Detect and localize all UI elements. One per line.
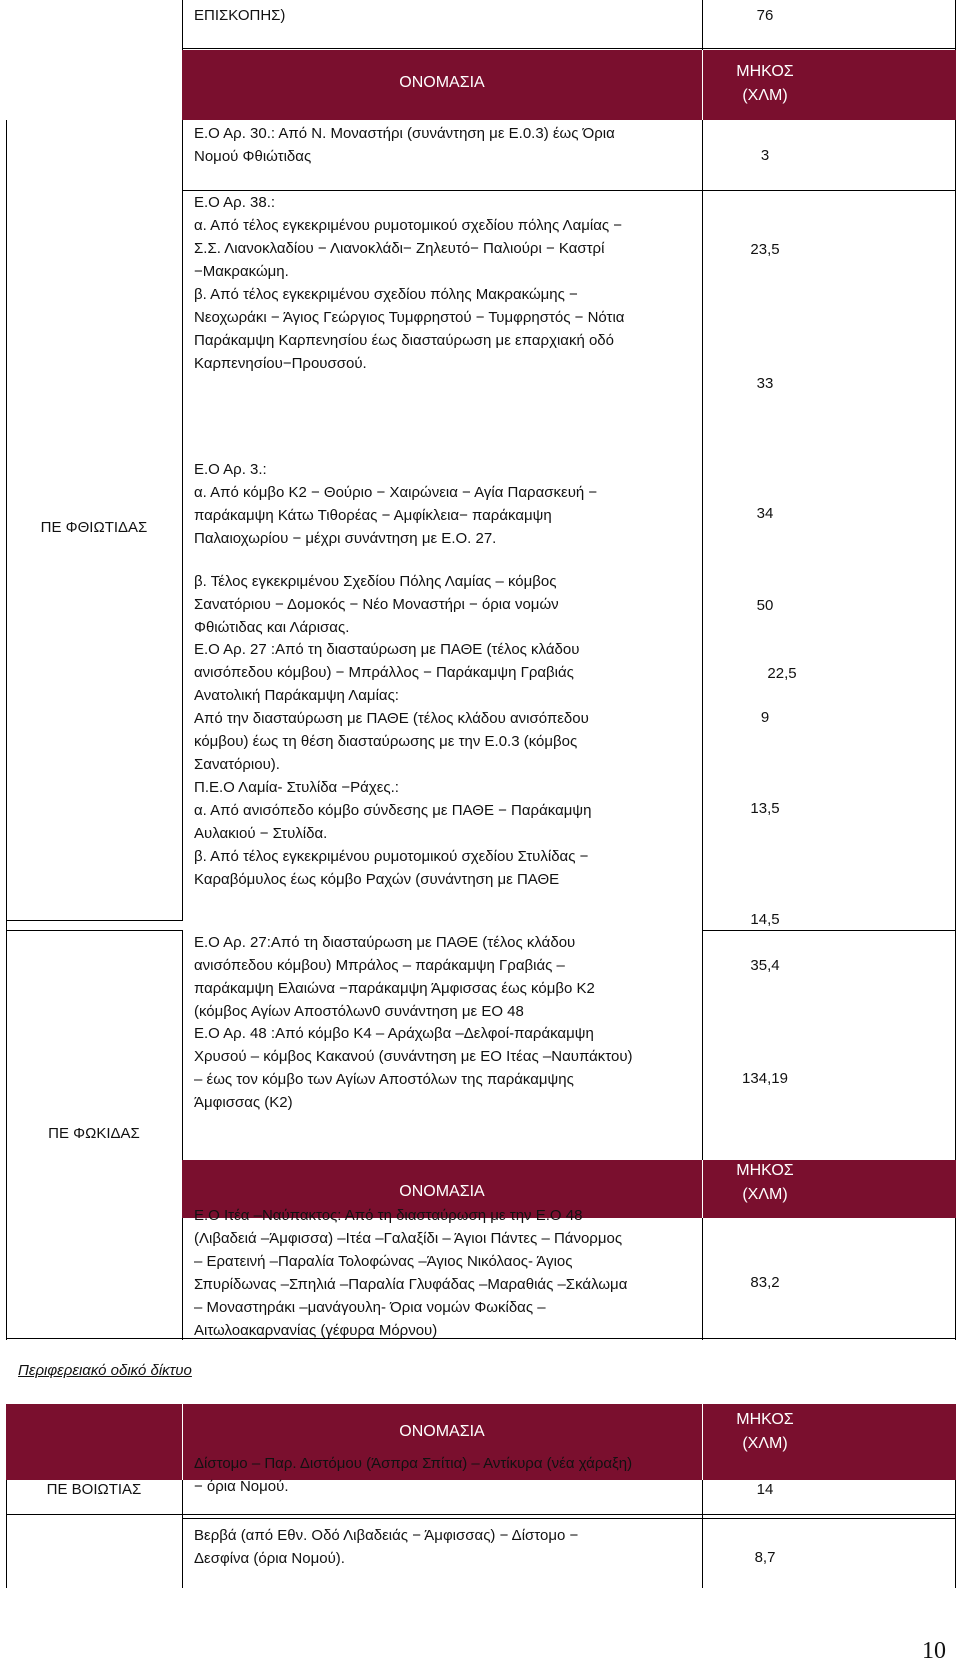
fthiotida-row-eo38-length-b: 33 xyxy=(756,375,774,392)
voiotia-header-name-label: ΟΝΟΜΑΣΙΑ xyxy=(399,1423,485,1440)
fokida-row-eo27: Ε.Ο Αρ. 27:Από τη διασταύρωση με ΠΑΘΕ (τέλος κλάδου ανισόπεδου κόμβου) Μπράλος – παράκαμψη Γραβιάς – παράκαμψη Ελαιώνα −παράκαμψη Άμφισσας έως κόμβο Κ2 (κόμβος Αγίων Αποστόλων0 συνάντηση με ΕΟ 48 xyxy=(194,934,595,1020)
fthiotida-row-eo27-length: 22,5 xyxy=(767,665,797,682)
voiotia-label: ΠΕ ΒΟΙΩΤΙΑΣ xyxy=(46,1481,142,1498)
voiotia-row-distomo-length: 14 xyxy=(756,1481,774,1498)
fthiotida-row-eo27: Ε.Ο Αρ. 27 :Από τη διασταύρωση με ΠΑΘΕ (τέλος κλάδου ανισόπεδου κόμβου) − Μπράλλος − Παράκαμψη Γραβιάς xyxy=(194,641,580,681)
fokida-subheader-name-label: ΟΝΟΜΑΣΙΑ xyxy=(399,1183,485,1200)
fokida-row-itea-nafpaktos-length: 83,2 xyxy=(750,1274,780,1291)
fthiotida-row-eo3-b: β. Τέλος εγκεκριμένου Σχεδίου Πόλης Λαμίας – κόμβος Σανατόριου − Δομοκός − Νέο Μοναστήρι − όρια νομών Φθιώτιδας και Λάρισας. xyxy=(194,573,559,636)
fthiotida-row-eo38-length-a: 23,5 xyxy=(750,241,780,258)
fthiotida-label: ΠΕ ΦΘΙΩΤΙΔΑΣ xyxy=(40,519,148,536)
fokida-row-eo48-length: 134,19 xyxy=(742,1070,788,1087)
fthiotida-row-eo30-length: 3 xyxy=(760,147,770,164)
fokida-row-itea-nafpaktos: Ε.Ο Ιτέα –Ναύπακτος: Από τη διασταύρωση με την Ε.Ο 48 (Λιβαδειά –Άμφισσα) –Ιτέα –Γαλαξίδι – Άγιοι Πάντες – Πάνορμος – Ερατεινή –Παραλία Τολοφώνας –Άγιος Νικόλαος- Άγιος Σπυρίδωνας –Σπηλιά –Παραλία Γλυφάδας –Μαραθιάς –Σκάλωμα – Μοναστηράκι –μανάγουλη- Όρια νομών Φωκίδας – Αιτωλοακαρνανίας (γέφυρα Μόρνου) xyxy=(194,1207,628,1339)
fthiotida-row-eo38: Ε.Ο Αρ. 38.: α. Από τέλος εγκεκριμένου ρυμοτομικού σχεδίου πόλης Λαμίας − Σ.Σ. Λιανοκλαδίου − Λιανοκλάδι− Ζηλευτό− Παλιούρι − Καστρί −Μακρακώμη. β. Από τέλος εγκεκριμένου σχεδίου πόλης Μακρακώμης − Νεοχωράκι − Άγιος Γεώργιος Τυμφρηστού − Τυμφρηστός − Νότια Παράκαμψη Καρπενησίου έως διασταύρωση με επαρχιακή οδό Καρπενησίου−Προυσσού. xyxy=(194,194,625,372)
fthiotida-row-lamia-bypass-length: 9 xyxy=(760,709,770,726)
top-row-text: ΕΠΙΣΚΟΠΗΣ) xyxy=(194,7,286,24)
voiotia-header-length-label: ΜΗΚΟΣ (ΧΛΜ) xyxy=(736,1411,794,1452)
voiotia-row-verva-length: 8,7 xyxy=(754,1549,776,1566)
voiotia-row-distomo: Δίστομο – Παρ. Διστόμου (Άσπρα Σπίτια) – Αντίκυρα (νέα χάραξη) − όρια Νομού. xyxy=(194,1455,633,1495)
fthiotida-row-lamia-bypass: Ανατολική Παράκαμψη Λαμίας: Από την διασταύρωση με ΠΑΘΕ (τέλος κλάδου ανισόπεδου κόμβου) έως τη θέση διασταύρωσης με την Ε.0.3 (κόμβος Σανατόριου). xyxy=(194,687,589,773)
top-row-length: 76 xyxy=(756,7,774,24)
fthiotida-row-eo30: Ε.Ο Αρ. 30.: Από Ν. Μοναστήρι (συνάντηση με Ε.0.3) έως Όρια Νομού Φθιώτιδας xyxy=(194,125,615,165)
fokida-label: ΠΕ ΦΩΚΙΔΑΣ xyxy=(48,1125,140,1142)
fthiotida-row-lamia-stylida-length-b: 14,5 xyxy=(750,911,780,928)
fthiotida-row-lamia-stylida: Π.Ε.Ο Λαμία- Στυλίδα −Ράχες.: α. Από ανισόπεδο κόμβο σύνδεσης με ΠΑΘΕ − Παράκαμψη Αυλακιού − Στυλίδα. β. Από τέλος εγκεκριμένου ρυμοτομικού σχεδίου Στυλίδας − Καραβόμυλος έως κόμβο Ραχών (συνάντηση με ΠΑΘΕ xyxy=(194,779,592,888)
fthiotida-row-lamia-stylida-length-a: 13,5 xyxy=(750,800,780,817)
fthiotida-row-eo3-length: 34 xyxy=(756,505,774,522)
section-caption: Περιφερειακό οδικό δίκτυο xyxy=(18,1362,192,1379)
fokida-subheader-length-label: ΜΗΚΟΣ (ΧΛΜ) xyxy=(736,1162,794,1203)
fthiotida-row-eo3-b-length: 50 xyxy=(756,597,774,614)
voiotia-row-verva: Βερβά (από Εθν. Οδό Λιβαδειάς − Άμφισσας) − Δίστομο − Δεσφίνα (όρια Νομού). xyxy=(194,1527,579,1567)
page-number: 10 xyxy=(922,1638,946,1664)
fthiotida-row-eo3: Ε.Ο Αρ. 3.: α. Από κόμβο Κ2 − Θούριο − Χαιρώνεια − Αγία Παρασκευή − παράκαμψη Κάτω Τιθορέας − Αμφίκλεια− παράκαμψη Παλαιοχωρίου − μέχρι συνάντηση με Ε.Ο. 27. xyxy=(194,461,598,547)
fokida-row-eo27-length: 35,4 xyxy=(750,957,780,974)
header-name-label: ΟΝΟΜΑΣΙΑ xyxy=(399,74,485,91)
header-length-label: ΜΗΚΟΣ (ΧΛΜ) xyxy=(736,63,794,104)
fokida-row-eo48: Ε.Ο Αρ. 48 :Από κόμβο Κ4 – Αράχωβα –Δελφοί-παράκαμψη Χρυσού – κόμβος Κακανού (συνάντηση με ΕΟ Ιτέας –Ναυπάκτου) – έως τον κόμβο των Αγίων Αποστόλων της παράκαμψης Άμφισσας (Κ2) xyxy=(194,1025,633,1111)
